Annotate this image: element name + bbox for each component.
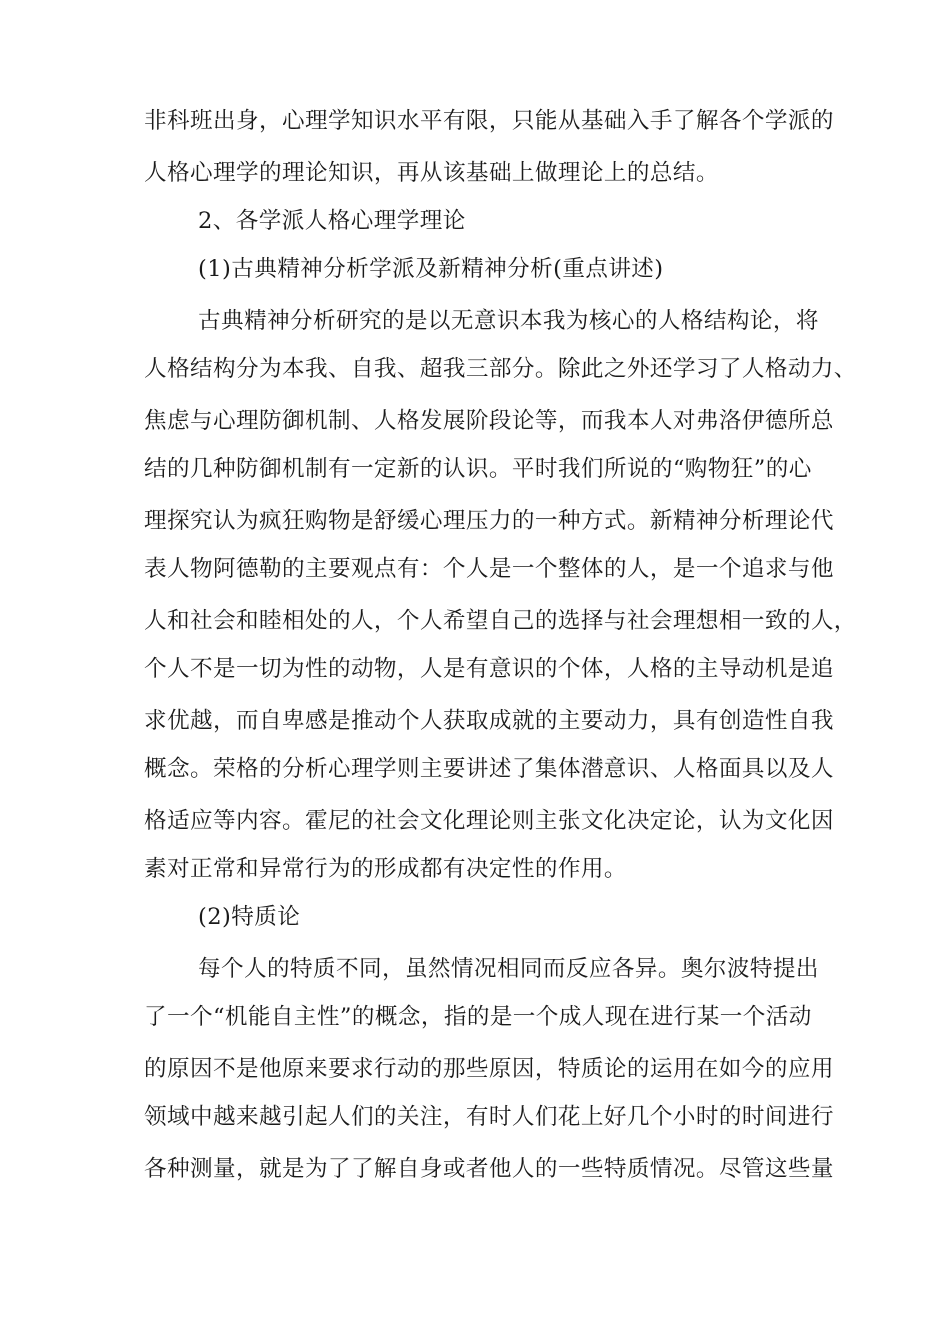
text-line: 人格结构分为本我、自我、超我三部分。除此之外还学习了人格动力、 (144, 356, 857, 382)
text-line: 人格心理学的理论知识，再从该基础上做理论上的总结。 (144, 160, 719, 186)
subsection-heading: (2)特质论 (198, 904, 301, 930)
text-line: 概念。荣格的分析心理学则主要讲述了集体潜意识、人格面具以及人 (144, 756, 834, 782)
text-line: 的原因不是他原来要求行动的那些原因，特质论的运用在如今的应用 (144, 1056, 834, 1082)
text-line: 每个人的特质不同，虽然情况相同而反应各异。奥尔波特提出 (198, 956, 819, 982)
text-line: 求优越，而自卑感是推动个人获取成就的主要动力，具有创造性自我 (144, 708, 834, 734)
text-line: 格适应等内容。霍尼的社会文化理论则主张文化决定论，认为文化因 (144, 808, 834, 834)
text-line: 非科班出身，心理学知识水平有限，只能从基础入手了解各个学派的 (144, 108, 834, 134)
text-line: 焦虑与心理防御机制、人格发展阶段论等，而我本人对弗洛伊德所总 (144, 408, 834, 434)
text-line: 个人不是一切为性的动物，人是有意识的个体，人格的主导动机是追 (144, 656, 834, 682)
text-line: 古典精神分析研究的是以无意识本我为核心的人格结构论，将 (198, 308, 819, 334)
text-line: 领域中越来越引起人们的关注，有时人们花上好几个小时的时间进行 (144, 1104, 834, 1130)
text-line: 结的几种防御机制有一定新的认识。平时我们所说的“购物狂”的心 (144, 456, 812, 482)
subsection-heading: (1)古典精神分析学派及新精神分析(重点讲述) (198, 256, 664, 282)
text-line: 各种测量，就是为了了解自身或者他人的一些特质情况。尽管这些量 (144, 1156, 834, 1182)
text-line: 素对正常和异常行为的形成都有决定性的作用。 (144, 856, 627, 882)
text-line: 理探究认为疯狂购物是舒缓心理压力的一种方式。新精神分析理论代 (144, 508, 834, 534)
section-heading: 2、各学派人格心理学理论 (198, 208, 466, 234)
text-line: 人和社会和睦相处的人，个人希望自己的选择与社会理想相一致的人， (144, 608, 857, 634)
text-line: 了一个“机能自主性”的概念，指的是一个成人现在进行某一个活动 (144, 1004, 812, 1030)
text-line: 表人物阿德勒的主要观点有：个人是一个整体的人，是一个追求与他 (144, 556, 834, 582)
